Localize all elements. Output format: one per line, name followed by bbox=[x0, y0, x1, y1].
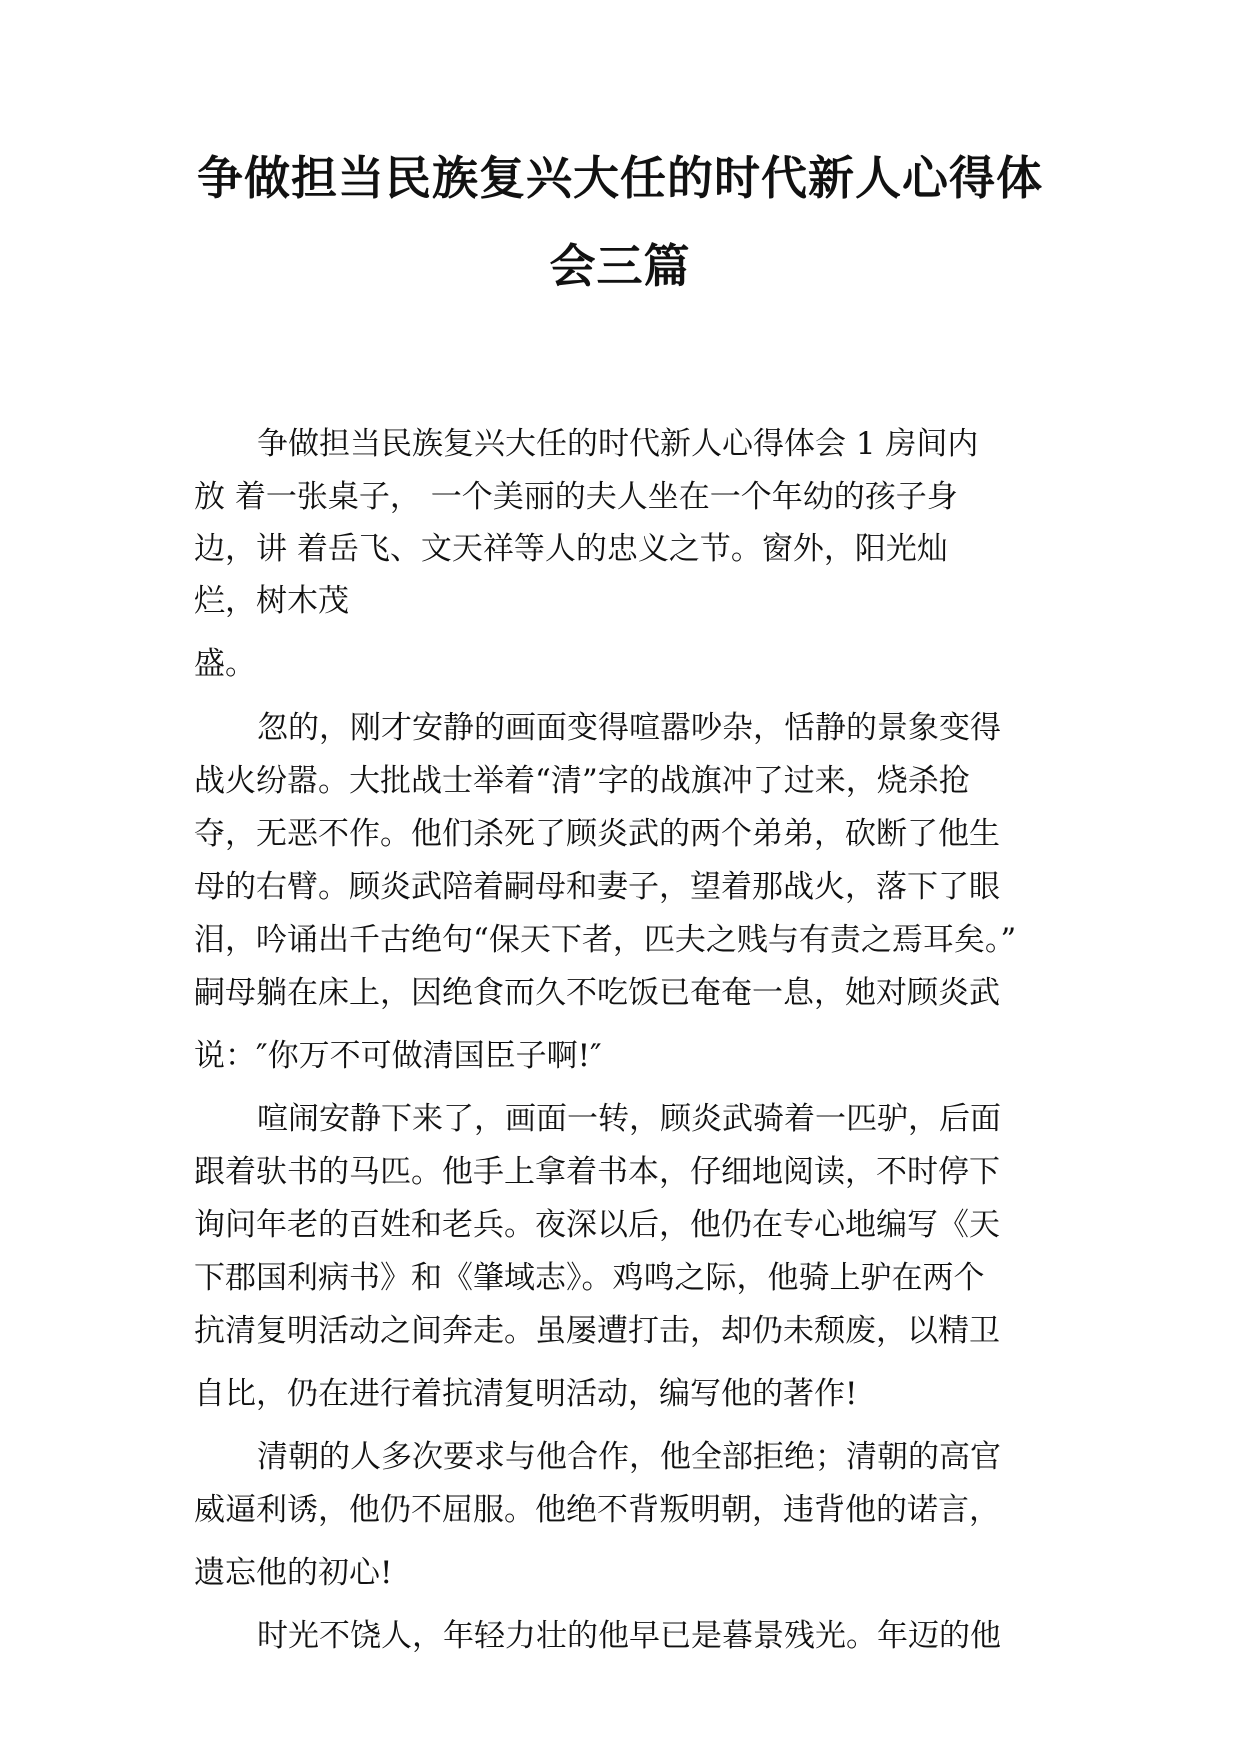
body-line: 时光不饶人，年轻力壮的他早已是暮景残光。年迈的他 bbox=[257, 1618, 1001, 1654]
body-line: 自比，仍在进行着抗清复明活动，编写他的著作! bbox=[194, 1376, 858, 1412]
body-line: 嗣母躺在床上，因绝食而久不吃饭已奄奄一息，她对顾炎武 bbox=[194, 975, 1000, 1011]
body-line: 下郡国利病书》和《肇域志》。鸡鸣之际，他骑上驴在两个 bbox=[194, 1260, 985, 1296]
body-line: 边，讲 着岳飞、文天祥等人的忠义之节。窗外，阳光灿 bbox=[194, 531, 948, 567]
body-line: 泪，吟诵出千古绝句“保天下者，匹夫之贱与有责之焉耳矣。” bbox=[194, 922, 1017, 958]
body-line: 盛。 bbox=[194, 646, 256, 682]
body-line: 询问年老的百姓和老兵。夜深以后，他仍在专心地编写《天 bbox=[194, 1207, 1000, 1243]
body-line: 抗清复明活动之间奔走。虽屡遭打击，却仍未颓废，以精卫 bbox=[194, 1313, 1000, 1349]
body-line: 说：″你万不可做清国臣子啊!″ bbox=[194, 1038, 602, 1074]
body-line: 遗忘他的初心! bbox=[194, 1555, 393, 1591]
body-line: 烂，树木茂 bbox=[194, 583, 349, 619]
body-line: 夺，无恶不作。他们杀死了顾炎武的两个弟弟，砍断了他生 bbox=[194, 816, 1000, 852]
body-line: 争做担当民族复兴大任的时代新人心得体会 1 房间内 bbox=[257, 426, 979, 462]
body-line: 喧闹安静下来了，画面一转，顾炎武骑着一匹驴，后面 bbox=[257, 1101, 1001, 1137]
document-title-line-1: 争做担当民族复兴大任的时代新人心得体 bbox=[197, 151, 1043, 205]
body-line: 威逼利诱，他仍不屈服。他绝不背叛明朝，违背他的诺言， bbox=[194, 1492, 1000, 1528]
body-line: 跟着驮书的马匹。他手上拿着书本，仔细地阅读，不时停下 bbox=[194, 1154, 1000, 1190]
body-line: 清朝的人多次要求与他合作，他全部拒绝；清朝的高官 bbox=[257, 1439, 1001, 1475]
body-line: 战火纷嚣。大批战士举着“清”字的战旗冲了过来，烧杀抢 bbox=[194, 763, 970, 799]
body-line: 忽的，刚才安静的画面变得喧嚣吵杂，恬静的景象变得 bbox=[257, 710, 1001, 746]
body-line: 母的右臂。顾炎武陪着嗣母和妻子，望着那战火，落下了眼 bbox=[194, 869, 1000, 905]
body-line: 放 着一张桌子， 一个美丽的夫人坐在一个年幼的孩子身 bbox=[194, 479, 958, 515]
document-title-line-2: 会三篇 bbox=[549, 239, 691, 293]
